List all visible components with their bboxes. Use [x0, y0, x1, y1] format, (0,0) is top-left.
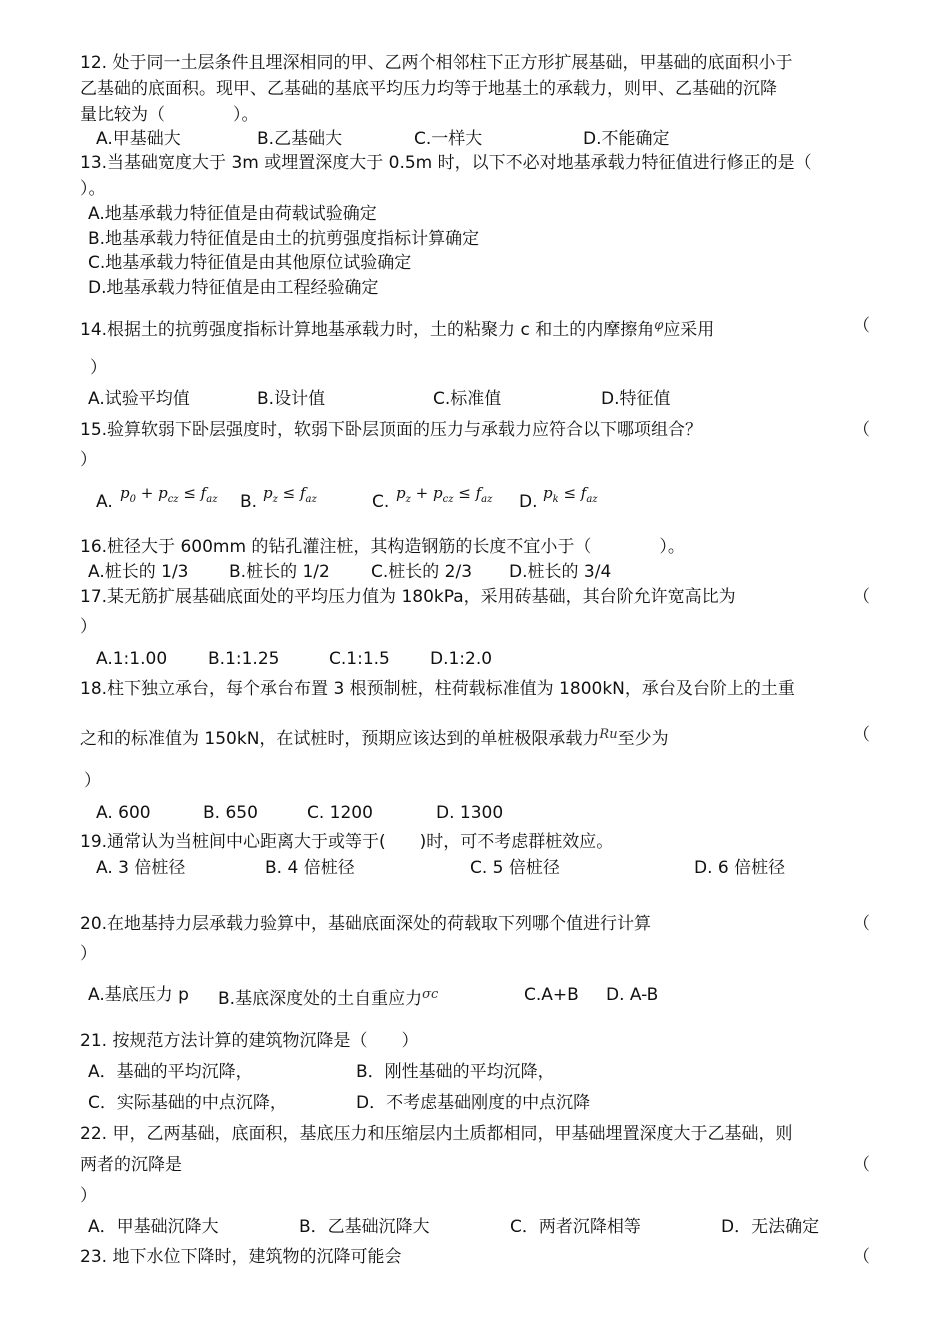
q22-option-a: A．甲基础沉降大 [88, 1217, 219, 1237]
q22-option-b: B．乙基础沉降大 [299, 1217, 430, 1237]
q19-option-d: D. 6 倍桩径 [694, 858, 786, 878]
q15-paren-close: ） [80, 450, 97, 470]
q15-option-a-formula: $p_0 + p_{cz} \le f_{az}$ [120, 484, 218, 505]
q12-line2: 乙基础的底面积。现甲、乙基础的基底平均压力均等于地基土的承载力，则甲、乙基础的沉降 [80, 79, 777, 99]
q13-option-d: D.地基承载力特征值是由工程经验确定 [88, 278, 379, 298]
q20-paren-open: （ [853, 914, 870, 934]
q22-paren-open: （ [853, 1155, 870, 1175]
q15-option-b-formula: $p_z \le f_{az}$ [263, 484, 317, 505]
q15-option-a-label: A. [96, 492, 113, 512]
q18-option-b: B. 650 [203, 803, 258, 823]
q21-option-a: A．基础的平均沉降， [88, 1062, 253, 1082]
q15-option-d-formula: $p_k \le f_{az}$ [543, 484, 598, 505]
q17-option-b: B.1:1.25 [208, 649, 280, 669]
q18-option-a: A. 600 [96, 803, 151, 823]
q13-line2: ）。 [80, 179, 106, 199]
q12-option-b: B.乙基础大 [257, 129, 343, 149]
q16-option-a: A.桩长的 1/3 [88, 562, 189, 582]
q13-option-b: B.地基承载力特征值是由土的抗剪强度指标计算确定 [88, 229, 480, 249]
q15-option-c-label: C. [372, 492, 390, 512]
q14-option-b: B.设计值 [257, 389, 326, 409]
q20-option-a: A.基底压力 p [88, 985, 189, 1005]
q20-option-d: D. A-B [606, 985, 659, 1005]
q20-line1: 20.在地基持力层承载力验算中，基础底面深处的荷载取下列哪个值进行计算 [80, 914, 652, 934]
q22-paren-close: ） [80, 1186, 97, 1206]
q18-paren-close: ） [84, 771, 101, 791]
q22-option-c: C．两者沉降相等 [510, 1217, 641, 1237]
q22-line1: 22. 甲，乙两基础，底面积，基底压力和压缩层内土质都相同，甲基础埋置深度大于乙基础，则 [80, 1124, 793, 1144]
q20-option-c: C.A+B [524, 985, 579, 1005]
q21-option-c: C．实际基础的中点沉降， [88, 1093, 287, 1113]
q14-option-d: D.特征值 [601, 389, 671, 409]
q18-option-c: C. 1200 [307, 803, 373, 823]
q19-option-c: C. 5 倍桩径 [470, 858, 560, 878]
q14-paren-close: ） [90, 358, 107, 378]
q16-option-b: B.桩长的 1/2 [229, 562, 330, 582]
q18-text-end: 至少为 [617, 729, 669, 749]
q12-option-d: D.不能确定 [583, 129, 670, 149]
q21-line1: 21. 按规范方法计算的建筑物沉降是（ ） [80, 1031, 419, 1051]
q18-option-d: D. 1300 [436, 803, 504, 823]
q17-option-c: C.1:1.5 [329, 649, 390, 669]
q12-line3: 量比较为（ ）。 [80, 105, 259, 125]
q13-option-a: A.地基承载力特征值是由荷载试验确定 [88, 204, 377, 224]
phi-symbol: φ [654, 318, 664, 333]
q22-line2: 两者的沉降是 [80, 1155, 182, 1175]
q13-option-c: C.地基承载力特征值是由其他原位试验确定 [88, 253, 412, 273]
q16-line1: 16.桩径大于 600mm 的钻孔灌注桩，其构造钢筋的长度不宜小于（ ）。 [80, 537, 685, 557]
q20-paren-close: ） [80, 944, 97, 964]
ru-symbol: Ru [599, 727, 618, 742]
q17-paren-open: （ [853, 587, 870, 607]
q18-paren-open: （ [853, 725, 870, 745]
q16-option-d: D.桩长的 3/4 [509, 562, 612, 582]
q14-option-c: C.标准值 [433, 389, 502, 409]
q23-line1: 23. 地下水位下降时，建筑物的沉降可能会 [80, 1247, 402, 1267]
q15-line1: 15.验算软弱下卧层强度时，软弱下卧层顶面的压力与承载力应符合以下哪项组合？ [80, 420, 703, 440]
q21-option-d: D．不考虑基础刚度的中点沉降 [356, 1093, 591, 1113]
q14-text: 14.根据土的抗剪强度指标计算地基承载力时，土的粘聚力 c 和土的内摩擦角 [80, 320, 655, 340]
sigma-symbol: σc [422, 987, 439, 1002]
q19-option-a: A. 3 倍桩径 [96, 858, 186, 878]
q12-option-a: A.甲基础大 [96, 129, 181, 149]
q20-option-b [218, 984, 438, 1010]
q14-option-a: A.试验平均值 [88, 389, 190, 409]
q17-option-d: D.1:2.0 [430, 649, 493, 669]
q16-option-c: C.桩长的 2/3 [371, 562, 473, 582]
q18-text: 之和的标准值为 150kN，在试桩时，预期应该达到的单桩极限承载力 [80, 729, 600, 749]
q14-line1 [80, 315, 714, 341]
q12-option-c: C.一样大 [414, 129, 483, 149]
q18-line1: 18.柱下独立承台，每个承台布置 3 根预制桩，柱荷载标准值为 1800kN，承台及台阶上的土重 [80, 679, 795, 699]
q17-line1: 17.某无筋扩展基础底面处的平均压力值为 180kPa，采用砖基础，其台阶允许宽高比为 [80, 587, 736, 607]
q20-option-b-text: B.基底深度处的土自重应力 [218, 989, 423, 1009]
q15-option-b-label: B. [240, 492, 258, 512]
q19-option-b: B. 4 倍桩径 [265, 858, 355, 878]
q15-paren-open: （ [853, 420, 870, 440]
q12-line1: 12. 处于同一土层条件且埋深相同的甲、乙两个相邻柱下正方形扩展基础，甲基础的底面积小于 [80, 53, 793, 73]
q18-line2 [80, 724, 669, 750]
q17-option-a: A.1:1.00 [96, 649, 168, 669]
q13-line1: 13.当基础宽度大于 3m 或埋置深度大于 0.5m 时，以下不必对地基承载力特征值进行修正的是（ [80, 153, 812, 173]
q19-line1: 19.通常认为当桩间中心距离大于或等于( )时，可不考虑群桩效应。 [80, 832, 614, 852]
q15-option-d-label: D. [519, 492, 538, 512]
q14-text-end: 应采用 [663, 320, 715, 340]
q23-paren-open: （ [853, 1247, 870, 1267]
q21-option-b: B．刚性基础的平均沉降， [356, 1062, 555, 1082]
q15-option-c-formula: $p_z + p_{cz} \le f_{az}$ [396, 484, 493, 505]
q17-paren-close: ） [80, 617, 97, 637]
q22-option-d: D．无法确定 [721, 1217, 820, 1237]
q14-paren-open: （ [853, 316, 870, 336]
